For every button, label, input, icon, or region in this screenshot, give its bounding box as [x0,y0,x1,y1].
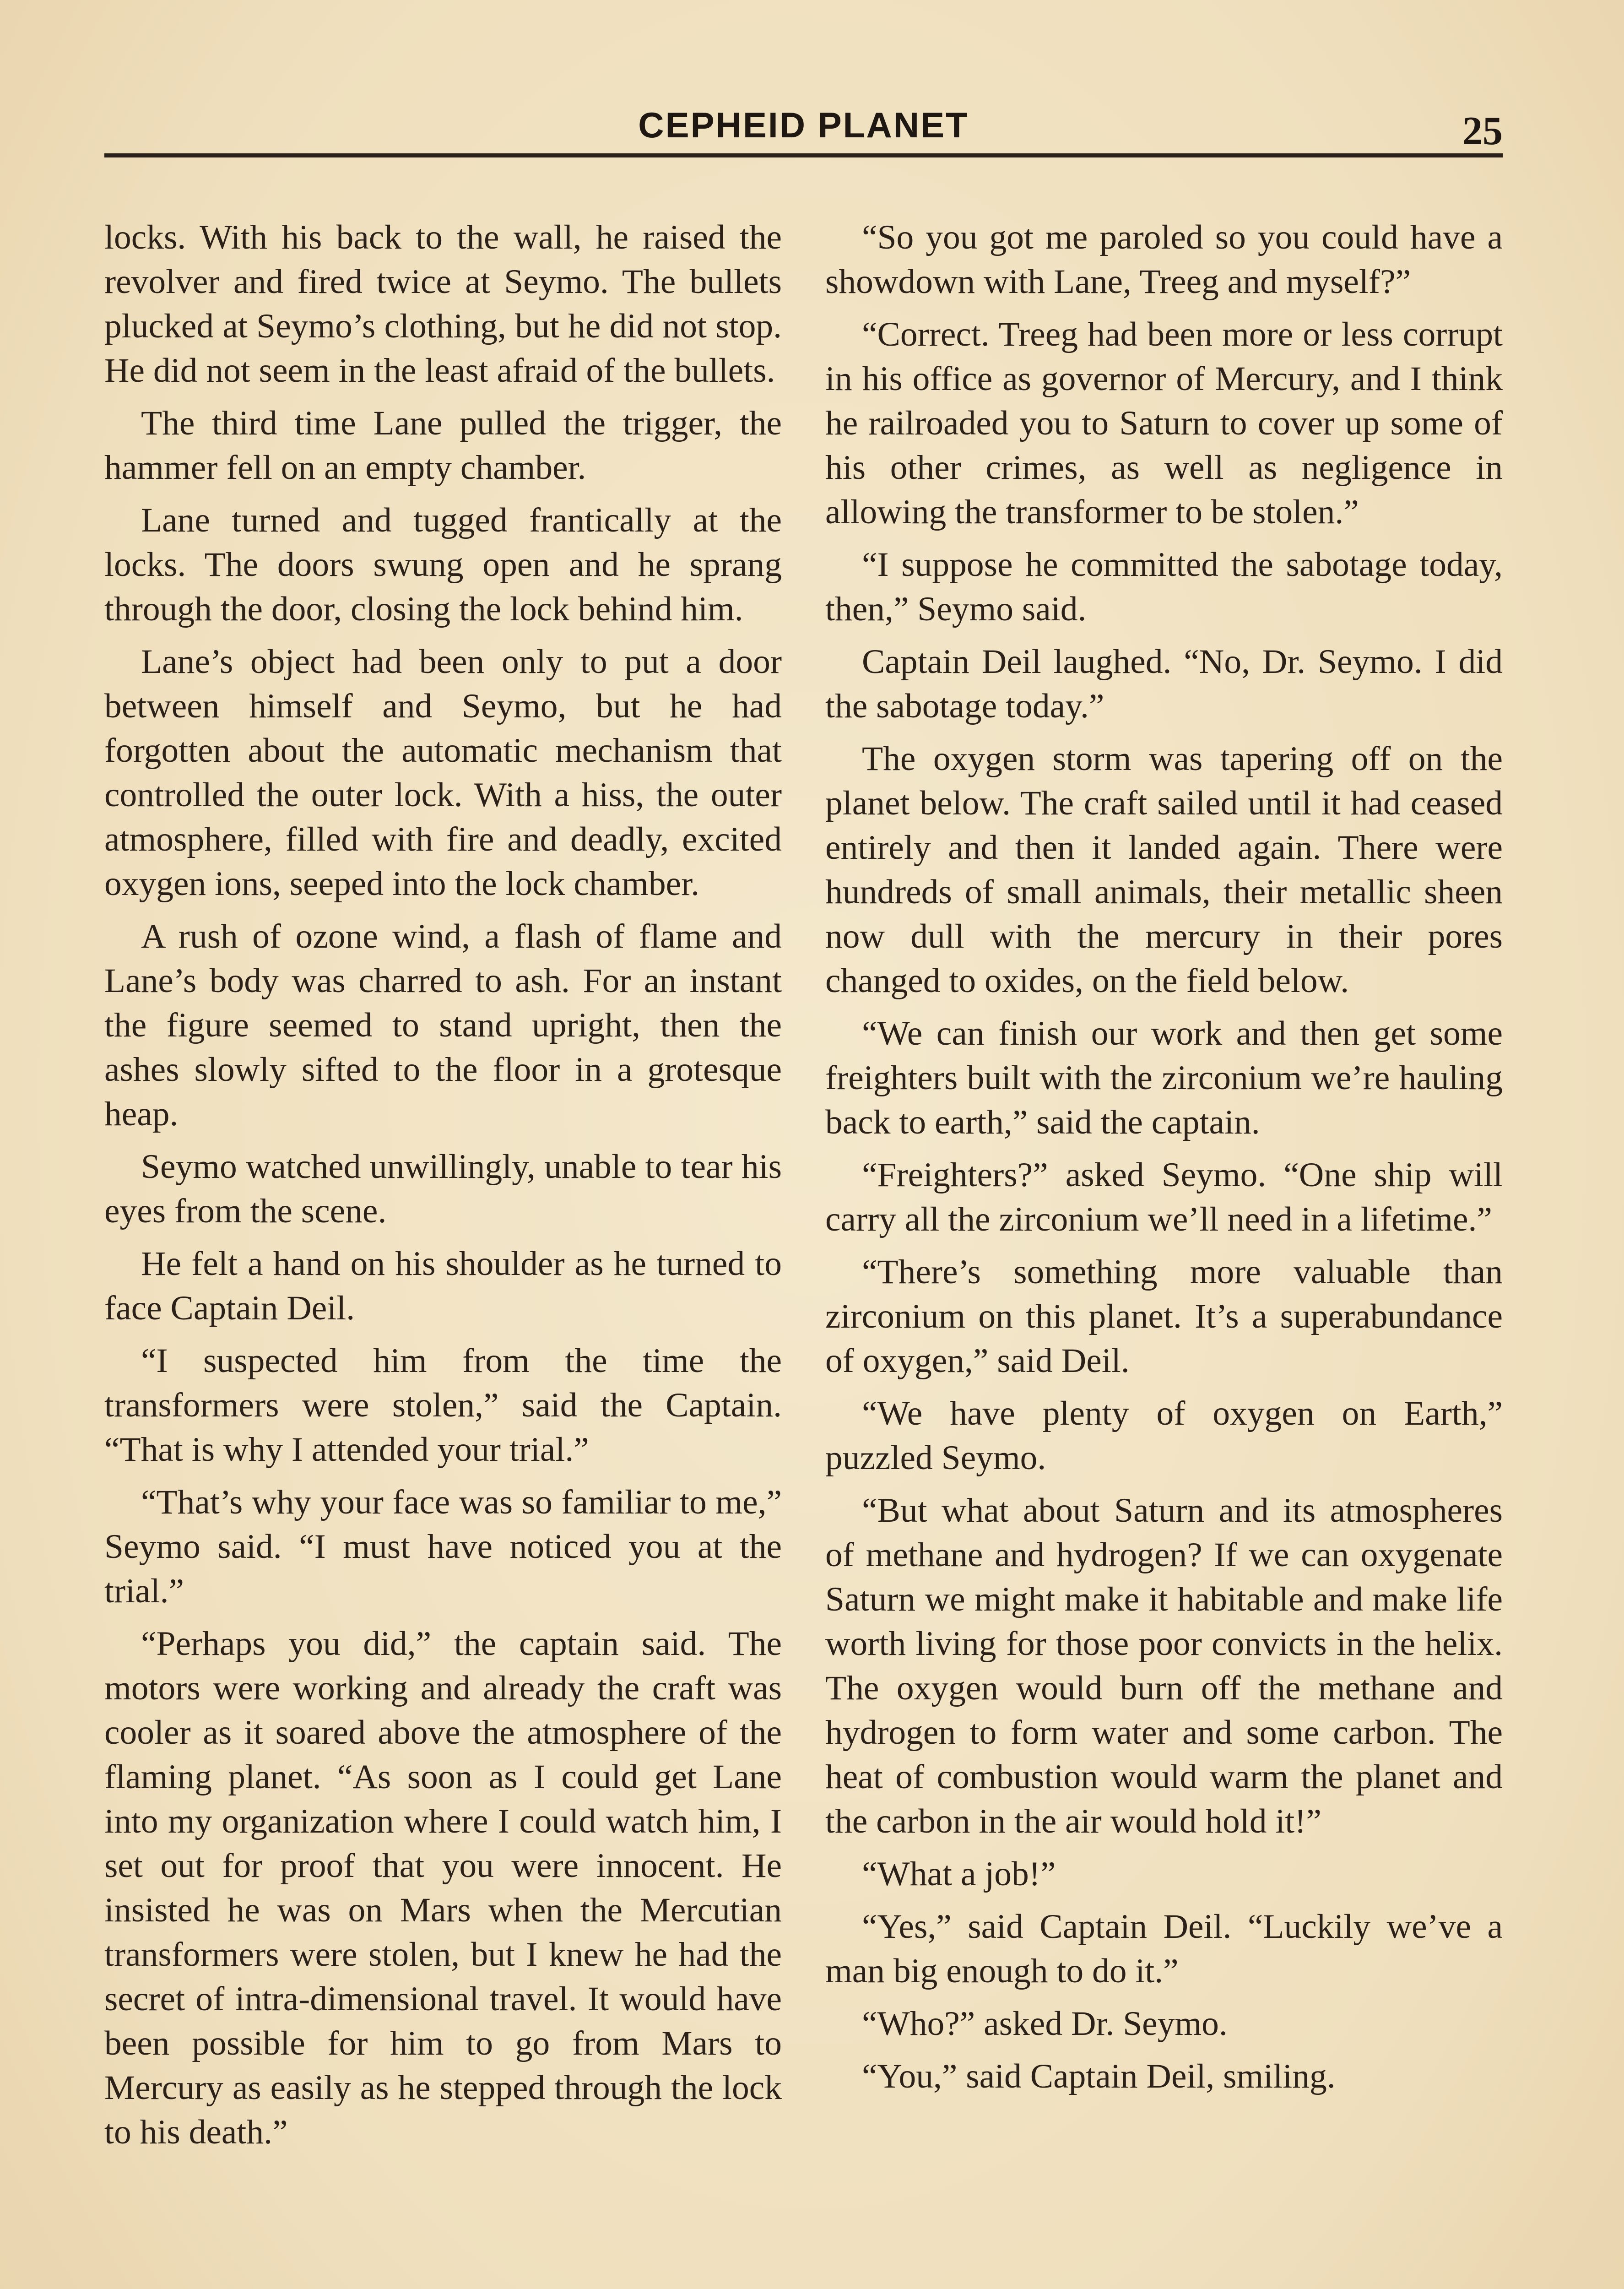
right-column [825,215,1503,2107]
paragraph: “We have plenty of oxygen on Earth,” puzzled Seymo. [825,1394,1503,1477]
paragraph: The oxygen storm was tapering off on the planet below. The craft sailed until it had ceased entirely and then it landed again. There were hundreds of small animals, their metallic sheen now dull with the mercury in their pores changed to oxides, on the field below. [825,740,1503,1000]
paragraph: Seymo watched unwillingly, unable to tear his eyes from the scene. [104,1148,782,1230]
paragraph: Lane’s object had been only to put a door between himself and Seymo, but he had forgotten about the automatic mechanism that controlled the outer lock. With a hiss, the outer atmosphere, filled with fire and deadly, excited oxygen ions, seeped into the lock chamber. [104,643,782,903]
page-header [104,104,1503,159]
paragraph: “There’s something more valuable than zirconium on this planet. It’s a superabundance of oxygen,” said Deil. [825,1253,1503,1380]
paragraph: He felt a hand on his shoulder as he turned to face Captain Deil. [104,1245,782,1327]
paragraph: “We can finish our work and then get some freighters built with the zirconium we’re hauling back to earth,” said the captain. [825,1014,1503,1141]
paragraph: Lane turned and tugged frantically at the locks. The doors swung open and he sprang through the door, closing the lock behind him. [104,501,782,628]
paragraph: “So you got me paroled so you could have a showdown with Lane, Treeg and myself?” [825,218,1503,301]
paragraph: “Who?” asked Dr. Seymo. [862,2005,1228,2043]
paragraph: “Freighters?” asked Seymo. “One ship will carry all the zirconium we’ll need in a lifetime.” [825,1156,1503,1238]
paragraph: “Perhaps you did,” the captain said. The motors were working and already the craft was cooler as it soared above the atmosphere of the flaming planet. “As soon as I could get Lane into my organization where I could watch him, I set out for proof that you were innocent. He insisted he was on Mars when the Mercutian transformers were stolen, but I knew he had the secret of intra-dimensional travel. It would have been possible for him to go from Mars to Mercury as easily as he stepped through the lock to his death.” [104,1625,782,2151]
page-number: 25 [1462,109,1503,153]
paragraph: The third time Lane pulled the trigger, the hammer fell on an empty chamber. [104,404,782,487]
header-rule [104,153,1503,157]
paragraph: “What a job!” [862,1855,1056,1893]
paragraph: “I suspected him from the time the transformers were stolen,” said the Captain. “That is why I attended your trial.” [104,1342,782,1469]
paragraph: A rush of ozone wind, a flash of flame and Lane’s body was charred to ash. For an instant the figure seemed to stand upright, then the ashes slowly sifted to the floor in a grotesque heap. [104,917,782,1133]
paragraph: “Correct. Treeg had been more or less corrupt in his office as governor of Mercury, and I think he railroaded you to Saturn to cover up some of his other crimes, as well as negligence in allowing the transformer to be stolen.” [825,315,1503,531]
paragraph: locks. With his back to the wall, he raised the revolver and fired twice at Seymo. The bullets plucked at Seymo’s clothing, but he did not stop. He did not seem in the least afraid of the bullets. [104,218,782,390]
paragraph: “Yes,” said Captain Deil. “Luckily we’ve a man big enough to do it.” [825,1908,1503,1990]
paragraph: “That’s why your face was so familiar to me,” Seymo said. “I must have noticed you at the trial.” [104,1483,782,1610]
paragraph: Captain Deil laughed. “No, Dr. Seymo. I did the sabotage today.” [825,643,1503,725]
paragraph: “But what about Saturn and its atmospheres of methane and hydrogen? If we can oxygenate Saturn we might make it habitable and make life worth living for those poor convicts in the helix. The oxygen would burn off the methane and hydrogen to form water and some carbon. The heat of combustion would warm the planet and the carbon in the air would hold it!” [825,1492,1503,1840]
paragraph: “You,” said Captain Deil, smiling. [862,2057,1336,2095]
running-title: CEPHEID PLANET [638,105,969,145]
left-column [104,215,782,2163]
paragraph: “I suppose he committed the sabotage today, then,” Seymo said. [825,546,1503,628]
